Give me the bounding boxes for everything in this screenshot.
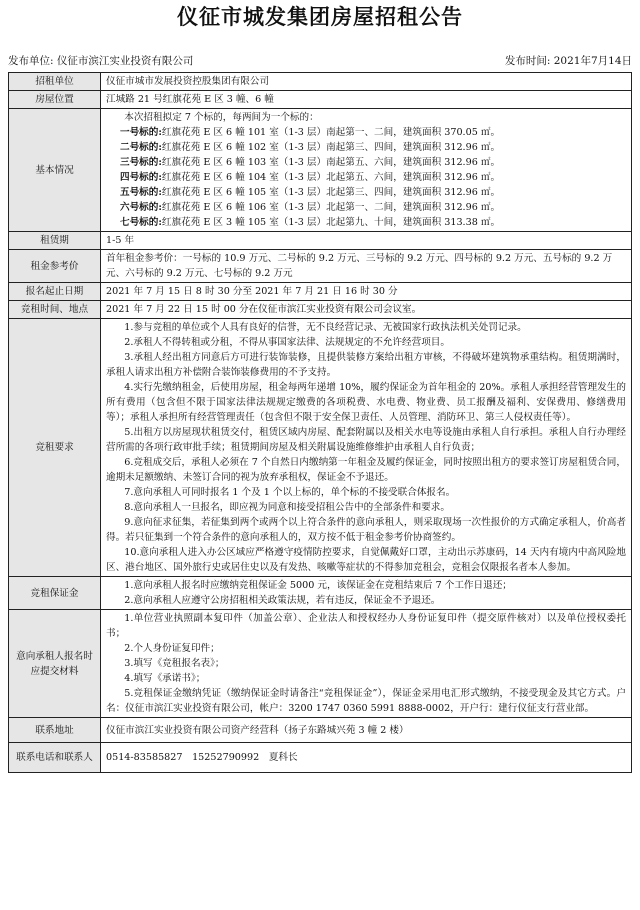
row-rent xyxy=(9,250,632,283)
label-bidding-time: 竞租时间、地点 xyxy=(9,301,101,319)
row-materials xyxy=(9,610,632,718)
publish-time-value: 2021年7月14日 xyxy=(553,55,632,67)
requirement-item: 6.竞租成交后，承租人必须在 7 个自然日内缴纳第一年租金及履约保证金，同时按照出租方的要求签订房屋租赁合同，逾期未足额缴纳、未签订合同的视为放弃承租权，保证金不予退还。 xyxy=(106,457,626,483)
lot-name: 七号标的: xyxy=(120,217,162,228)
lot-item xyxy=(106,170,626,185)
material-item: 2.个人身份证复印件； xyxy=(124,643,220,654)
label-address: 联系地址 xyxy=(9,718,101,743)
requirement-item: 3.承租人经出租方同意后方可进行装饰装修，且提供装修方案给出租方审核，不得破坏建筑物承重结构。租赁期满时，承租人请求出租方补偿附合装饰装修费用的不予支持。 xyxy=(106,352,626,378)
value-basic xyxy=(101,109,632,232)
requirement-item: 5.出租方以房屋现状租赁交付，租赁区域内房屋、配套附属以及相关水电等设施由承租人自行承担。承租人自行办理经营所需的各项行政审批手续；租赁期间房屋及相关附属设施维修维护由承租人自行负责； xyxy=(106,427,626,453)
deposit-item: 1.意向承租人报名时应缴纳竞租保证金 5000 元，该保证金在竞租结束后 7 个工作日退还； xyxy=(124,580,512,591)
lot-name: 一号标的: xyxy=(120,127,162,138)
label-materials: 意向承租人报名时应提交材料 xyxy=(9,610,101,718)
requirement-item: 4.实行先缴纳租金，后使用房屋，租金每两年递增 10%，履约保证金为首年租金的 20%。承租人承担经营管理发生的所有费用（包含但不限于国家法律法规规定缴费的各项税费、水电费、物业费、员工报酬及福利、安保费用、修缮费用等）；承租人承担所有经营管理责任（包含但不限于安全保卫责任、人员管理、消防环卫、第三人侵权责任等）。 xyxy=(106,382,626,423)
value-bidding-time: 2021 年 7 月 22 日 15 时 00 分在仪征市滨江实业投资有限公司会议室。 xyxy=(101,301,632,319)
row-contact xyxy=(9,743,632,773)
label-lease-term: 租赁期 xyxy=(9,232,101,250)
lot-desc: 红旗花苑 E 区 6 幢 102 室（1-3 层）南起第三、四间，建筑面积 312.96 ㎡。 xyxy=(161,142,501,153)
lot-name: 四号标的: xyxy=(120,172,162,183)
label-location: 房屋位置 xyxy=(9,91,101,109)
requirement-item: 10.意向承租人进入办公区域应严格遵守疫情防控要求，自觉佩戴好口罩，主动出示苏康码，14 天内有境内中高风险地区、港台地区、国外旅行史或居住史以及有发热、咳嗽等症状的不得参加竞租会，竞租会仅限报名者本人参加。 xyxy=(106,547,626,573)
row-requirements xyxy=(9,319,632,577)
page-title: 仪征市城发集团房屋招租公告 xyxy=(177,4,463,29)
lot-item xyxy=(106,125,626,140)
value-address: 仪征市滨江实业投资有限公司资产经营科（扬子东路城兴苑 3 幢 2 楼） xyxy=(101,718,632,743)
lot-name: 三号标的: xyxy=(120,157,162,168)
label-contact: 联系电话和联系人 xyxy=(9,743,101,773)
material-item: 4.填写《承诺书》； xyxy=(124,673,206,684)
lot-item xyxy=(106,140,626,155)
lot-item xyxy=(106,155,626,170)
row-registration xyxy=(9,283,632,301)
publish-time-label: 发布时间: xyxy=(504,55,551,67)
requirement-item: 9.意向征求征集，若征集到两个或两个以上符合条件的意向承租人，则采取现场一次性报价的方式确定承租人，价高者得。若只征集到一个符合条件的意向承租人的，双方按不低于租金参考价协商签约。 xyxy=(106,517,626,543)
requirement-item: 8.意向承租人一旦报名，即应视为同意和接受招租公告中的全部条件和要求。 xyxy=(124,502,450,513)
label-registration: 报名起止日期 xyxy=(9,283,101,301)
publish-meta xyxy=(8,52,632,70)
row-location xyxy=(9,91,632,109)
basic-intro: 本次招租拟定 7 个标的，每两间为一个标的： xyxy=(124,112,319,123)
lot-desc: 红旗花苑 E 区 6 幢 104 室（1-3 层）北起第五、六间，建筑面积 312.96 ㎡。 xyxy=(161,172,501,183)
lot-desc: 红旗花苑 E 区 3 幢 105 室（1-3 层）北起第九、十间，建筑面积 313.38 ㎡。 xyxy=(161,217,501,228)
value-materials xyxy=(101,610,632,718)
row-deposit xyxy=(9,577,632,610)
material-item: 3.填写《竞租报名表》； xyxy=(124,658,225,669)
row-tenderer xyxy=(9,73,632,91)
publisher-label: 发布单位: xyxy=(8,55,54,67)
label-basic: 基本情况 xyxy=(9,109,101,232)
value-deposit xyxy=(101,577,632,610)
notice-table xyxy=(8,72,632,773)
material-item: 1.单位营业执照副本复印件（加盖公章）、企业法人和授权经办人身份证复印件（提交原件核对）以及单位授权委托书； xyxy=(106,613,626,639)
lot-item xyxy=(106,200,626,215)
value-requirements xyxy=(101,319,632,577)
deposit-item: 2.意向承租人应遵守公房招租相关政策法规，若有违反，保证金不予退还。 xyxy=(124,595,441,606)
lot-desc: 红旗花苑 E 区 6 幢 106 室（1-3 层）北起第一、二间，建筑面积 312.96 ㎡。 xyxy=(161,202,501,213)
value-location: 江城路 21 号红旗花苑 E 区 3 幢、6 幢 xyxy=(101,91,632,109)
row-lease-term xyxy=(9,232,632,250)
publisher-name: 仪征市滨江实业投资有限公司 xyxy=(56,55,194,67)
value-rent: 首年租金参考价：一号标的 10.9 万元、二号标的 9.2 万元、三号标的 9.2 万元、四号标的 9.2 万元、五号标的 9.2 万元、六号标的 9.2 万元、七号标的 9.2 万元 xyxy=(101,250,632,283)
lot-name: 六号标的: xyxy=(120,202,162,213)
value-lease-term: 1-5 年 xyxy=(101,232,632,250)
lot-desc: 红旗花苑 E 区 6 幢 101 室（1-3 层）南起第一、二间，建筑面积 370.05 ㎡。 xyxy=(161,127,501,138)
lot-desc: 红旗花苑 E 区 6 幢 103 室（1-3 层）南起第五、六间，建筑面积 312.96 ㎡。 xyxy=(161,157,501,168)
label-tenderer: 招租单位 xyxy=(9,73,101,91)
value-tenderer: 仪征市城市发展投资控股集团有限公司 xyxy=(101,73,632,91)
row-basic xyxy=(9,109,632,232)
material-item: 5.竞租保证金缴纳凭证（缴纳保证金时请备注“竞租保证金”），保证金采用电汇形式缴纳，不接受现金及其它方式。户名：仪征市滨江实业投资有限公司，帐户：3200 1747 0360 5991 8888-0002，开户行：建行仪征支行营业部。 xyxy=(106,688,626,714)
label-requirements: 竞租要求 xyxy=(9,319,101,577)
lot-item xyxy=(106,215,626,230)
publish-time xyxy=(505,52,632,70)
lot-name: 五号标的: xyxy=(120,187,162,198)
lot-desc: 红旗花苑 E 区 6 幢 105 室（1-3 层）北起第三、四间，建筑面积 312.96 ㎡。 xyxy=(161,187,501,198)
requirement-item: 2.承租人不得转租或分租，不得从事国家法律、法规规定的不允许经营项目。 xyxy=(124,337,450,348)
requirement-item: 7.意向承租人可同时报名 1 个及 1 个以上标的，单个标的不接受联合体报名。 xyxy=(124,487,456,498)
label-deposit: 竞租保证金 xyxy=(9,577,101,610)
label-rent: 租金参考价 xyxy=(9,250,101,283)
lot-item xyxy=(106,185,626,200)
row-address xyxy=(9,718,632,743)
requirement-item: 1.参与竞租的单位或个人具有良好的信誉，无不良经营记录、无被国家行政执法机关处罚记录。 xyxy=(124,322,527,333)
value-contact: 0514-83585827 15252790992 夏科长 xyxy=(101,743,632,773)
value-registration: 2021 年 7 月 15 日 8 时 30 分至 2021 年 7 月 21 日 16 时 30 分 xyxy=(101,283,632,301)
row-bidding-time xyxy=(9,301,632,319)
lot-name: 二号标的: xyxy=(120,142,162,153)
